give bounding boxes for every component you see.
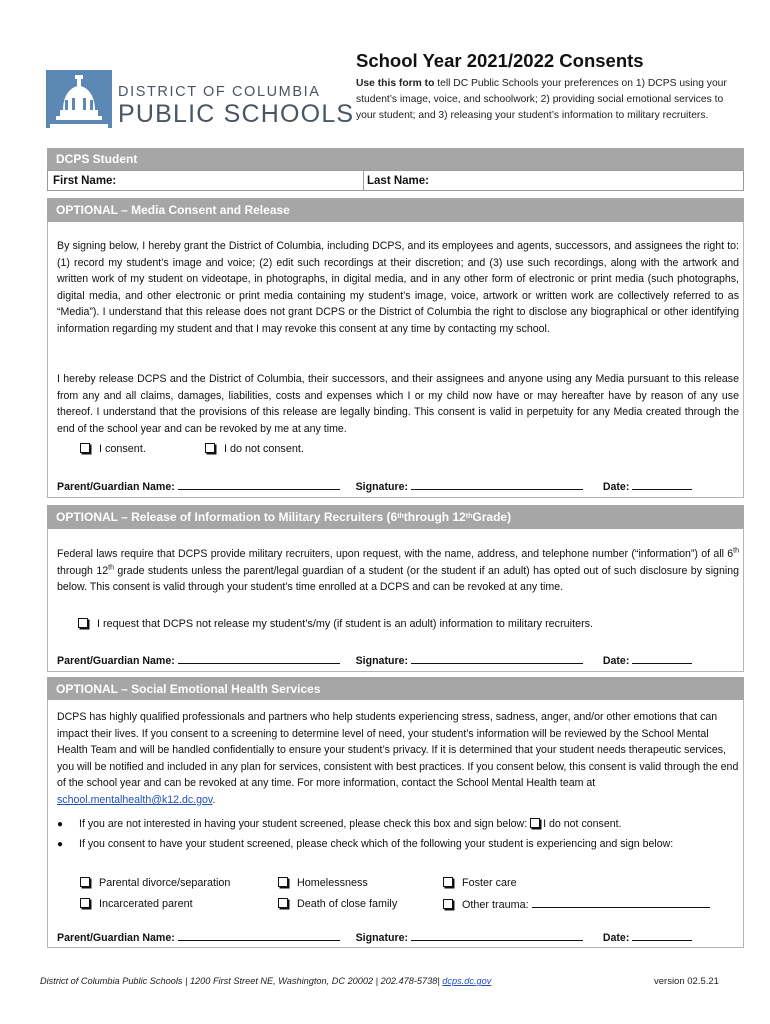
- dcps-logo: [46, 68, 355, 128]
- footer-text: District of Columbia Public Schools | 1200 First Street NE, Washington, DC 20002 | 202.478-5738|: [40, 976, 443, 986]
- no-consent-checkbox[interactable]: [205, 443, 215, 453]
- bullet-no-screening-text: [79, 815, 739, 834]
- option-homelessness-checkbox[interactable]: [278, 877, 288, 887]
- option-incarcerated-label: Incarcerated parent: [99, 898, 193, 910]
- no-consent-checkbox-row[interactable]: [205, 443, 304, 455]
- military-section-header: OPTIONAL – Release of Information to Military Recruiters (6 th through 12 th Grade): [47, 505, 744, 529]
- intro-text: [356, 76, 740, 124]
- signature-line[interactable]: [411, 480, 583, 490]
- military-request-checkbox[interactable]: [78, 618, 88, 628]
- footer-address: [40, 976, 491, 986]
- not-screened-checkbox[interactable]: [530, 818, 540, 828]
- military-para-sup2: th: [108, 564, 114, 572]
- social-paragraph: [57, 709, 739, 809]
- option-other-checkbox[interactable]: [443, 899, 453, 909]
- signature-line[interactable]: [411, 931, 583, 941]
- consent-label: I consent.: [99, 443, 146, 455]
- consent-checkbox-row[interactable]: [80, 443, 146, 455]
- military-signature-row: [57, 654, 692, 667]
- student-section-header: DCPS Student: [47, 148, 744, 170]
- signature-label: Signature:: [355, 655, 408, 667]
- social-para-text: DCPS has highly qualified professionals and partners who help students experiencing stress, sadness, anger, and/or other emotions that can impact their lives. If you consent to a screening to determine level of need, your student’s information will be reviewed by the School Mental Health Team and will be handled confidentially to ensure your student’s privacy. If it is determined that your student needs therapeutic services, you will be notified and included in any plan for services, consistent with best practices. If you consent below, this consent is valid through the end of the school year and can be revoked at any time. For more information, contact the School Mental Health team at: [57, 711, 739, 790]
- guardian-name-line[interactable]: [178, 654, 340, 664]
- logo-line2: PUBLIC SCHOOLS: [118, 100, 355, 128]
- guardian-name-line[interactable]: [178, 931, 340, 941]
- option-death-row[interactable]: [278, 898, 397, 910]
- media-paragraph-2: I hereby release DCPS and the District of Columbia, their successors, and their assignees and anyone using any Media pursuant to this release from any and all claims, damages, liabilities, costs and expenses which I or my child now have or may hereafter have by reason of any use thereof. I understand that the provisions of this release are legally binding. This consent is valid in perpetuity for any Media created through the end of the school year and can be revoked by me at any time.: [57, 373, 739, 435]
- intro-bold: Use this form to: [356, 78, 435, 89]
- logo-line1: DISTRICT OF COLUMBIA: [118, 84, 321, 100]
- page-title: School Year 2021/2022 Consents: [356, 50, 644, 71]
- option-death-label: Death of close family: [297, 898, 398, 910]
- option-other-row[interactable]: [443, 898, 710, 911]
- date-line[interactable]: [632, 654, 692, 664]
- signature-label: Signature:: [355, 932, 408, 944]
- capitol-dome-icon: [46, 70, 112, 128]
- option-homelessness-label: Homelessness: [297, 877, 368, 889]
- footer-website-link[interactable]: dcps.dc.gov: [442, 976, 492, 986]
- option-foster-checkbox[interactable]: [443, 877, 453, 887]
- first-name-field[interactable]: First Name:: [48, 171, 364, 190]
- military-heading-pre: OPTIONAL – Release of Information to Military Recruiters (6: [56, 510, 398, 524]
- bullet1-text: If you are not interested in having your student screened, please check this box and sign below:: [79, 818, 528, 830]
- option-divorce-label: Parental divorce/separation: [99, 877, 231, 889]
- guardian-name-line[interactable]: [178, 480, 340, 490]
- date-line[interactable]: [632, 480, 692, 490]
- option-foster-row[interactable]: [443, 877, 517, 889]
- military-request-checkbox-row[interactable]: [78, 618, 593, 630]
- bullet-dot: ●: [57, 839, 64, 850]
- intro-rest: tell DC Public Schools your preferences on 1) DCPS using your student’s image, voice, and schoolwork; 2) providing social emotional services to your student; and 3) releasing your student’s information to military recruiters.: [356, 78, 727, 121]
- military-para-a: Federal laws require that DCPS provide military recruiters, upon request, with the name, address, and telephone number (“information”) of all 6: [57, 548, 734, 560]
- option-incarcerated-checkbox[interactable]: [80, 898, 90, 908]
- option-divorce-checkbox[interactable]: [80, 877, 90, 887]
- media-signature-row: [57, 480, 692, 493]
- consent-checkbox[interactable]: [80, 443, 90, 453]
- military-para-c: grade students unless the parent/legal guardian of a student (or the student if an adult) has opted out of such disclosure by signing below. This consent is valid through your student’s time enrolled at a DCPS and can be revoked at any time.: [57, 564, 739, 594]
- other-trauma-line[interactable]: [532, 898, 710, 908]
- signature-label: Signature:: [355, 481, 408, 493]
- bullet-screening-text: If you consent to have your student screened, please check which of the following your student is experiencing and sign below:: [79, 838, 674, 850]
- guardian-name-label: Parent/Guardian Name:: [57, 481, 175, 493]
- military-para-sup1: th: [733, 547, 739, 555]
- military-paragraph: [57, 546, 739, 596]
- option-homelessness-row[interactable]: [278, 877, 368, 889]
- version-label: version 02.5.21: [654, 976, 719, 987]
- option-incarcerated-row[interactable]: [80, 898, 193, 910]
- student-name-row: [47, 170, 744, 191]
- date-label: Date:: [602, 655, 630, 667]
- not-screened-label: I do not consent.: [543, 818, 622, 830]
- media-section-header: OPTIONAL – Media Consent and Release: [47, 198, 744, 222]
- military-request-label: I request that DCPS not release my student’s/my (if student is an adult) information to military recruiters.: [97, 618, 594, 630]
- mental-health-email-link[interactable]: school.mentalhealth@k12.dc.gov: [57, 793, 213, 806]
- date-label: Date:: [602, 481, 630, 493]
- military-heading-post: Grade): [472, 510, 512, 524]
- last-name-field[interactable]: Last Name:: [367, 174, 429, 187]
- guardian-name-label: Parent/Guardian Name:: [57, 655, 175, 667]
- signature-line[interactable]: [411, 654, 583, 664]
- military-para-b: through 12: [57, 564, 109, 577]
- option-death-checkbox[interactable]: [278, 898, 288, 908]
- no-consent-label: I do not consent.: [224, 443, 304, 455]
- option-foster-label: Foster care: [462, 877, 517, 889]
- military-heading-mid: through 12: [403, 510, 466, 524]
- date-line[interactable]: [632, 931, 692, 941]
- bullet-dot: ●: [57, 819, 64, 830]
- media-paragraph-1: By signing below, I hereby grant the District of Columbia, including DCPS, and its employees and agents, successors, and assignees the right to: (1) record my student’s image and voice; (2) edit such recordings at their discretion; and (3) use such recordings, along with the artwork and written work of my student on videotape, in photographs, in digital media, and in any other form of electronic or print media (such photographs, digital media, and other electronic or print media containing my student’s image, voice, artwork or written work are collectively referred to as “Media”). I understand that this release does not grant DCPS or the District of Columbia the right to disclose any biographical or other identifying information regarding my student and that I may revoke this consent at any time by contacting my school.: [57, 240, 739, 335]
- social-para-end: .: [212, 793, 216, 806]
- social-signature-row: [57, 931, 692, 944]
- social-section-header: OPTIONAL – Social Emotional Health Services: [47, 677, 744, 700]
- option-divorce-row[interactable]: [80, 877, 230, 889]
- date-label: Date:: [602, 932, 630, 944]
- guardian-name-label: Parent/Guardian Name:: [57, 932, 175, 944]
- option-other-label: Other trauma:: [462, 899, 529, 911]
